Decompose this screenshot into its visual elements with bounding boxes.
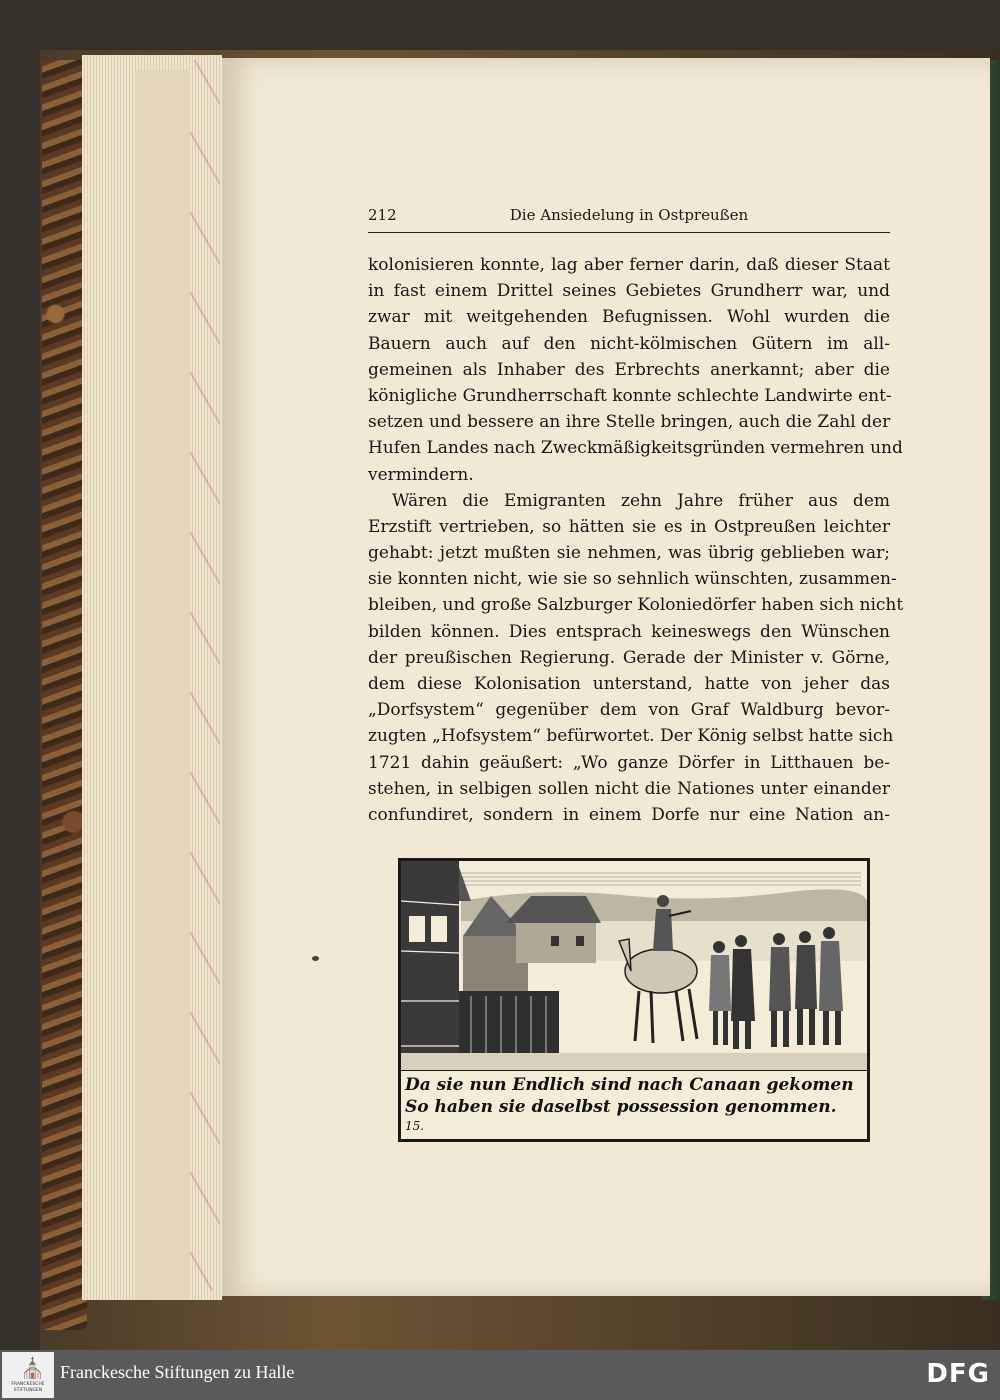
plate-number: 15. — [405, 1119, 425, 1133]
engraving-caption-line2: So haben sie daselbst possession genommen. — [405, 1097, 837, 1117]
dfg-logo: DFG — [926, 1359, 990, 1389]
chapter-title: Die Ansiedelung in Ostpreußen — [509, 206, 749, 224]
ink-spot — [312, 956, 319, 961]
text-line: in fast einem Drittel seines Gebietes Grundherr war, und — [368, 281, 890, 302]
institution-name: Franckesche Stiftungen zu Halle — [60, 1362, 295, 1382]
text-line: „Dorfsystem“ gegenüber dem von Graf Waldburg bevor- — [368, 700, 890, 721]
text-line: Bauern auch auf den nicht-kölmischen Gütern im all- — [368, 333, 890, 354]
running-head — [368, 204, 890, 233]
text-line: bleiben, und große Salzburger Koloniedörfer haben sich nicht — [368, 595, 904, 616]
text-line: gehabt: jetzt mußten sie nehmen, was übrig geblieben war; — [368, 543, 890, 564]
logo-caption: FRANCKESCHE STIFTUNGEN — [11, 1382, 45, 1393]
text-line: 1721 dahin geäußert: „Wo ganze Dörfer in Litthauen be- — [368, 752, 890, 773]
text-line: gemeinen als Inhaber des Erbrechts anerkannt; aber die — [368, 359, 890, 380]
text-line: vermindern. — [368, 464, 474, 485]
text-line: bilden können. Dies entsprach keineswegs den Wünschen — [368, 621, 890, 642]
text-line: confundiret, sondern in einem Dorfe nur eine Nation an- — [368, 804, 890, 825]
engraving-figure — [398, 858, 870, 1142]
text-line: zugten „Hofsystem“ befürwortet. Der König selbst hatte sich — [368, 726, 894, 747]
text-line: dem diese Kolonisation unterstand, hatte von jeher das — [368, 674, 890, 694]
text-line: Erzstift vertrieben, so hätten sie es in Ostpreußen leichter — [368, 516, 890, 537]
pink-stamp-marks — [190, 60, 220, 1290]
text-line: der preußischen Regierung. Gerade der Minister v. Görne, — [368, 647, 890, 668]
text-line: königliche Grundherrschaft konnte schlechte Landwirte ent- — [368, 385, 892, 406]
franckesche-logo — [2, 1352, 54, 1398]
left-page-strip — [135, 70, 190, 1300]
text-line: Hufen Landes nach Zweckmäßigkeitsgründen vermehren und — [368, 438, 903, 459]
engraving-caption-line1: Da sie nun Endlich sind nach Canaan gekomen — [405, 1075, 854, 1095]
building-icon: ⛪ — [20, 1356, 45, 1380]
engraving-illustration — [401, 861, 867, 1071]
text-line: stehen, in selbigen sollen nicht die Nationes unter einander — [368, 778, 890, 799]
marbled-cover — [42, 60, 87, 1330]
text-line: Wären die Emigranten zehn Jahre früher aus dem — [392, 490, 890, 511]
text-line: zwar mit weitgehenden Befugnissen. Wohl wurden die — [368, 307, 890, 328]
body-text — [368, 252, 904, 828]
text-line: setzen und bessere an ihre Stelle bringen, auch die Zahl der — [368, 412, 891, 433]
text-line: sie konnten nicht, wie sie so sehnlich wünschten, zusammen- — [368, 569, 897, 590]
page-number: 212 — [368, 206, 397, 224]
text-line: kolonisieren konnte, lag aber ferner darin, daß dieser Staat — [368, 255, 890, 275]
viewer-footer — [0, 1350, 1000, 1400]
